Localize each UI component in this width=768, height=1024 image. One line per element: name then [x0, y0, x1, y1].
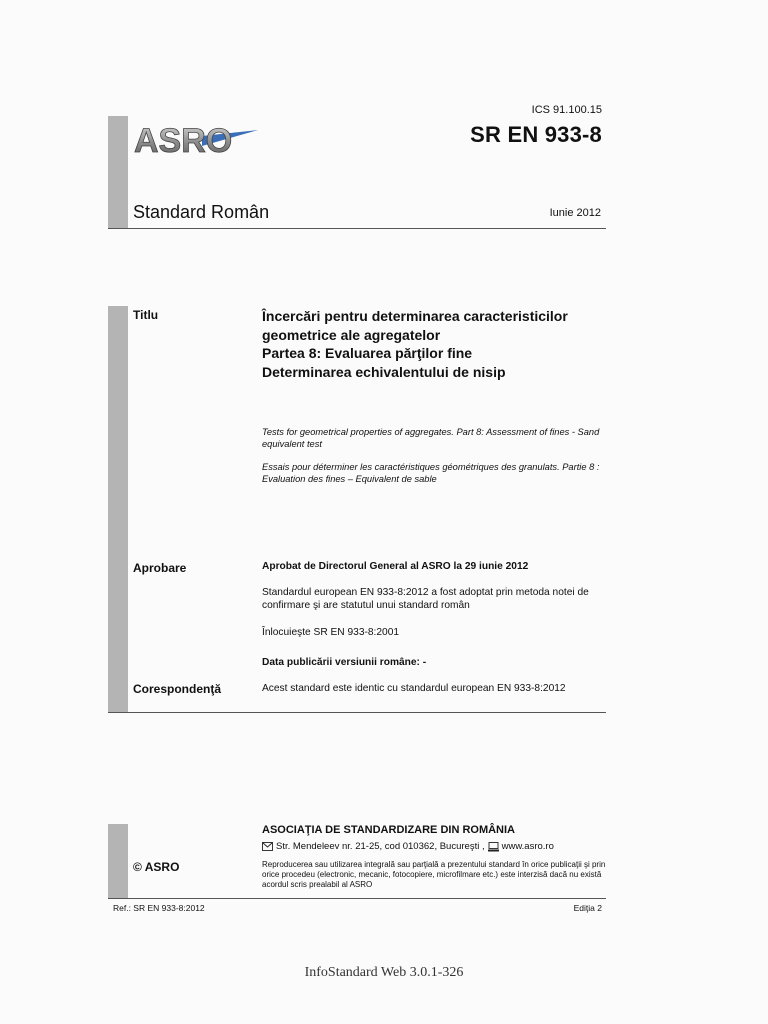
- title-romanian: [262, 307, 607, 381]
- side-bar-middle: [108, 306, 128, 712]
- divider-middle: [108, 712, 606, 713]
- website-link[interactable]: www.asro.ro: [501, 841, 554, 852]
- association-name: ASOCIAŢIA DE STANDARDIZARE DIN ROMÂNIA: [262, 824, 515, 836]
- title-line: geometrice ale agregatelor: [262, 326, 441, 343]
- correspondence-label: Corespondenţă: [133, 682, 222, 696]
- side-bar-top: [108, 116, 128, 228]
- publication-text: Data publicării versiunii române: -: [262, 657, 427, 668]
- reference-code: Ref.: SR EN 933-8:2012: [113, 903, 205, 913]
- replaces-text: Înlocuieşte SR EN 933-8:2001: [262, 627, 400, 638]
- side-bar-bottom: [108, 824, 128, 898]
- ics-code: ICS 91.100.15: [531, 104, 602, 116]
- adoption-text: Standardul european EN 933-8:2012 a fost adoptat prin metoda notei de confirmare şi are statutul unui standard român: [262, 587, 589, 611]
- approval-label: Aprobare: [133, 561, 187, 575]
- title-line: Încercări pentru determinarea caracteristicilor: [262, 308, 568, 324]
- publication-date: Iunie 2012: [549, 207, 601, 219]
- divider-top: [108, 228, 606, 229]
- title-label: Titlu: [133, 308, 159, 322]
- address-line: [262, 841, 554, 852]
- standard-type-label: Standard Român: [133, 202, 270, 222]
- correspondence-text: Acest standard este identic cu standardul european EN 933-8:2012: [262, 683, 566, 694]
- title-english: Tests for geometrical properties of aggregates. Part 8: Assessment of fines - Sand equivalent test: [262, 427, 600, 449]
- approval-text: Aprobat de Directorul General al ASRO la 29 iunie 2012: [262, 561, 529, 572]
- envelope-icon: [262, 842, 273, 851]
- computer-icon: [488, 842, 499, 852]
- copyright-label: © ASRO: [133, 860, 180, 874]
- address-text: Str. Mendeleev nr. 21-25, cod 010362, Bucureşti ,: [276, 841, 485, 852]
- reproduction-notice: Reproducerea sau utilizarea integrală sau parţială a prezentului standard în orice publicaţii şi prin orice procedeu (electronic, mecanic, fotocopiere, microfilmare etc.) este interzisă dacă nu există acordul scris prealabil al ASRO: [262, 860, 606, 889]
- divider-bottom: [108, 898, 606, 899]
- logo-text: ASRO: [134, 122, 233, 160]
- viewer-footer: InfoStandard Web 3.0.1-326: [304, 965, 464, 980]
- edition-label: Ediţia 2: [573, 903, 602, 913]
- title-line: Partea 8: Evaluarea părţilor fine: [262, 345, 473, 361]
- title-french: Essais pour déterminer les caractéristiques géométriques des granulats. Partie 8 : Evaluation des fines – Equivalent de sable: [262, 462, 600, 484]
- standard-code: SR EN 933-8: [470, 122, 602, 147]
- asro-logo: [132, 116, 260, 166]
- title-line: Determinarea echivalentului de nisip: [262, 363, 506, 380]
